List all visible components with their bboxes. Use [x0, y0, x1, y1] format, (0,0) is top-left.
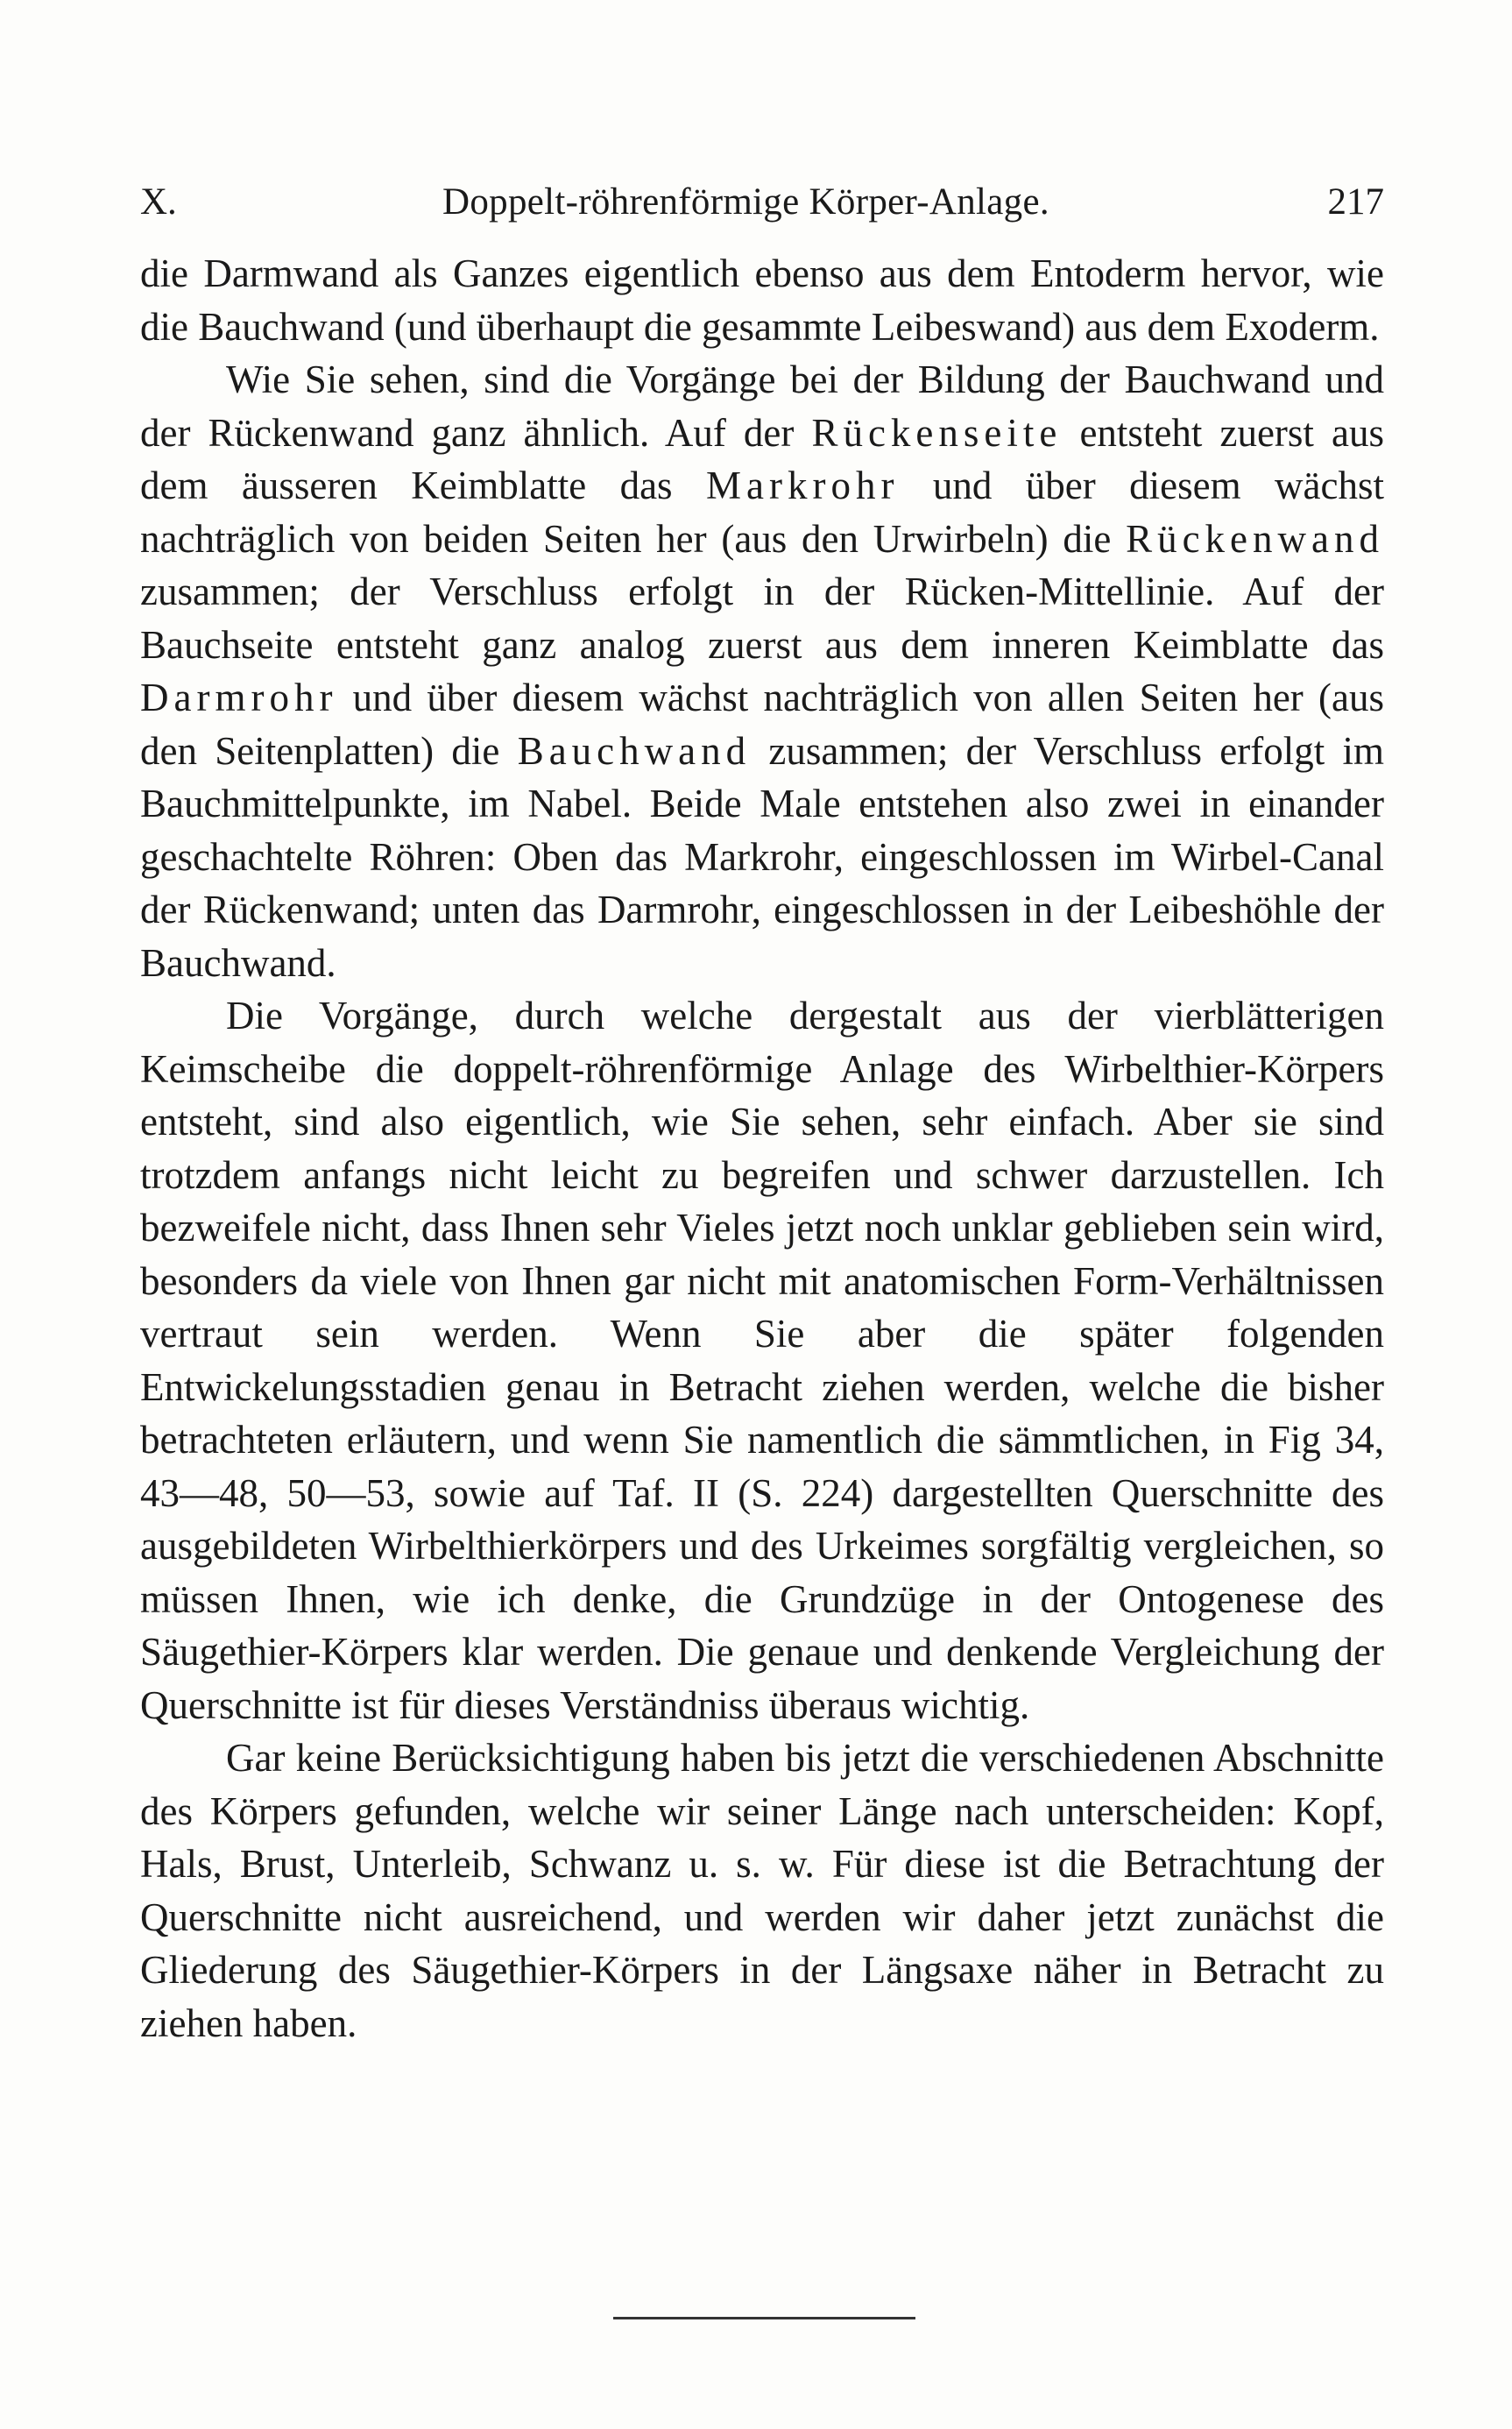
- paragraph-2-text-a: Wie Sie sehen, sind die Vorgänge bei der Bildung der Bauchwand und der Rückenwand ganz ähnlich. Auf der: [140, 358, 1384, 455]
- emphasis-rueckenseite: Rückenseite: [811, 410, 1063, 455]
- page-number: 217: [1327, 181, 1384, 223]
- paragraph-1: die Darmwand als Ganzes eigentlich ebenso aus dem Entoderm hervor, wie die Bauchwand (und überhaupt die gesammte Leibeswand) aus dem Exoderm.: [140, 251, 1384, 349]
- body-text: [140, 247, 1384, 2050]
- paragraph-2: [140, 353, 1384, 989]
- running-title: Doppelt-röhrenförmige Körper-Anlage.: [442, 181, 1049, 223]
- emphasis-darmrohr: Darmrohr: [140, 676, 338, 719]
- paragraph-3: Die Vorgänge, durch welche dergestalt aus der vierblätterigen Keimscheibe die doppelt-röhrenförmige Anlage des Wirbelthier-Körpers entsteht, sind also eigentlich, wie Sie sehen, sehr einfach. Aber sie sind trotzdem anfangs nicht leicht zu begreifen und schwer darzustellen. Ich bezweifele nicht, dass Ihnen sehr Vieles jetzt noch unklar geblieben sein wird, besonders da viele von Ihnen gar nicht mit anatomischen Form-Verhältnissen vertraut sein werden. Wenn Sie aber die später folgenden Entwickelungsstadien genau in Betracht ziehen werden, welche die bisher betrachteten erläutern, und wenn Sie namentlich die sämmtlichen, in Fig 34, 43—48, 50—53, sowie auf Taf. II (S. 224) dargestellten Querschnitte des ausgebildeten Wirbelthierkörpers und des Urkeimes sorgfältig vergleichen, so müssen Ihnen, wie ich denke, die Grundzüge in der Ontogenese des Säugethier-Körpers klar werden. Die genaue und denkende Vergleichung der Querschnitte ist für dieses Verständniss überaus wichtig.: [140, 994, 1384, 1727]
- emphasis-bauchwand: Bauchwand: [517, 728, 752, 773]
- paragraph-2-text-c: entsteht zuerst aus dem äusseren Keimblatte das: [140, 410, 1384, 507]
- end-rule: [613, 2317, 915, 2319]
- emphasis-markrohr: Markrohr: [705, 464, 900, 507]
- running-header: [140, 172, 1384, 233]
- paragraph-2-text-g: zusammen; der Verschluss erfolgt in der Rücken-Mittellinie. Auf der Bauchseite entsteht ganz analog zuerst aus dem inneren Keimblatte das: [140, 570, 1384, 667]
- paragraph-2-text-e: und über diesem wächst nachträglich von beiden Seiten her (aus den Urwirbeln) die: [140, 464, 1384, 561]
- emphasis-rueckenwand: Rückenwand: [1126, 516, 1384, 561]
- paragraph-2-text-i: und über diesem wächst nachträglich von allen Seiten her (aus den Seitenplatten) die: [140, 676, 1384, 773]
- paragraph-4: Gar keine Berücksichtigung haben bis jetzt die verschiedenen Abschnitte des Körpers gefunden, welche wir seiner Länge nach unterscheiden: Kopf, Hals, Brust, Unterleib, Schwanz u. s. w. Für diese ist die Betrachtung der Querschnitte nicht ausreichend, und werden wir daher jetzt zunächst die Gliederung des Säugethier-Körpers in der Längsaxe näher in Betracht zu ziehen haben.: [140, 1736, 1384, 2045]
- paragraph-2-text-k: zusammen; der Verschluss erfolgt im Bauchmittelpunkte, im Nabel. Beide Male entstehen also zwei in einander geschachtelte Röhren: Oben das Markrohr, eingeschlossen im Wirbel-Canal der Rückenwand; unten das Darmrohr, eingeschlossen in der Leibeshöhle der Bauchwand.: [140, 728, 1384, 985]
- chapter-number: X.: [140, 181, 177, 223]
